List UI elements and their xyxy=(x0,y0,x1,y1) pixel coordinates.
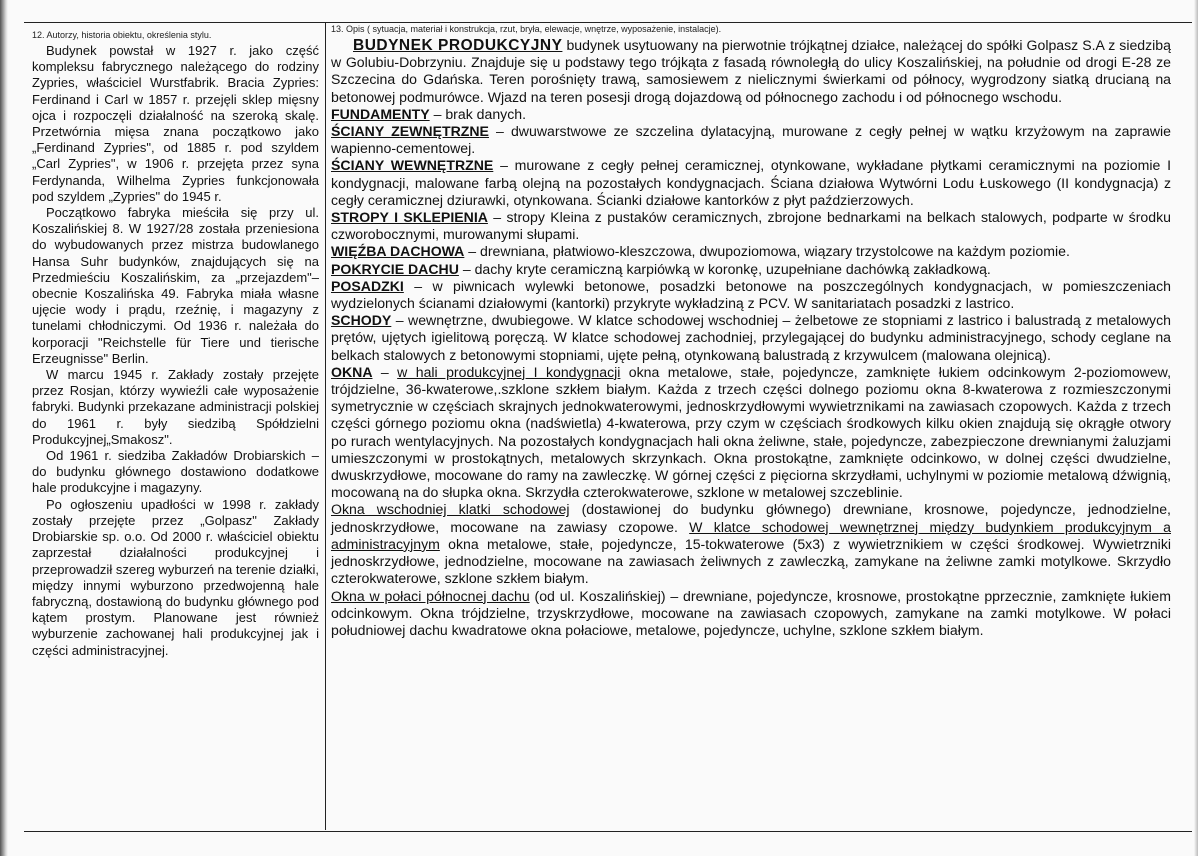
section-text: okna metalowe, stałe, pojedyncze, 15-tokwaterowe (5x3) z wywietrznikiem w części środkowej. Wywietrzniki jednoskrzydłowe, jednodzielne, mocowane na zawiasach żeliwnych z zawleczką, zamykane na żeliwne zamki motylkowe. Skrzydło czterokwaterowe, szklone szkłem białym. xyxy=(331,535,1171,587)
scan-edge-left xyxy=(0,0,8,856)
section-subheading: w hali produkcyjnej I kondygnacji xyxy=(397,363,621,380)
section-subheading: Okna wschodniej klatki schodowej xyxy=(331,501,570,518)
history-paragraph: Po ogłoszeniu upadłości w 1998 r. zakłady zostały przejęte przez „Golpasz" Zakłady Drobiarskie sp. o.o. Od 2000 r. właściciel obiektu zaprzestał działalności produkcyjnej i przeprowadził szereg wyburzeń na terenie działki, między innymi wyburzono przedwojenną hale fabryczną, dostawioną do budynku głównego pod kątem prostym. Planowane jest również wyburzenie zachowanej hali produkcyjnej jak i części administracyjnej. xyxy=(32,496,319,658)
field-label-history: 12. Autorzy, historia obiektu, określenia stylu. xyxy=(32,30,212,40)
history-column xyxy=(32,30,319,659)
section-okna-wschodnie xyxy=(331,501,1171,587)
section-sciany-zewnetrzne xyxy=(331,123,1171,157)
section-heading: WIĘŹBA DACHOWA xyxy=(331,243,465,260)
section-pokrycie xyxy=(331,261,1171,278)
section-heading: POSADZKI xyxy=(331,277,404,294)
section-text: – wewnętrzne, dwubiegowe. W klatce schodowej wschodniej – żelbetowe ze stopniami z lastrico i balustradą z metalowych prętów, ujętych igielitową poręczą. W klatce schodowej zachodniej, przylegającej do budynku administracyjnego, schody ceglane na belkach stalowych z betonowymi stopniami, ujęte pełną, otynkowaną balustradą z krzywulcem (malowana olejnicą). xyxy=(331,312,1171,363)
section-text: – brak danych. xyxy=(429,105,527,122)
intro-text: budynek usytuowany na pierwotnie trójkątnej działce, należącej do spółki Golpasz S.A z siedzibą w Golubiu-Dobrzyniu. Znajduje się u podstawy tego trójkąta z fasadą równoległą do ulicy Koszalińskiej, na południe od drogi E-28 ze Szczecina do Gdańska. Teren porośnięty trawą, samosiewem z nielicznymi świerkami od północy, wygrodzony siatką drucianą na betonowej podmurówce. Wjazd na teren posesji drogą dojazdową od północnego zachodu i od północnego wschodu. xyxy=(331,37,1171,105)
column-divider xyxy=(325,22,326,830)
scan-edge-right xyxy=(1194,0,1198,856)
section-text: – drewniana, płatwiowo-kleszczowa, dwupoziomowa, wiązary trzystolcowe na każdym poziomie. xyxy=(464,243,1070,260)
section-wiezba xyxy=(331,243,1171,260)
section-text: (dostawionej do budynku głównego) drewniane, krosnowe, pojedyncze, jednodzielne, jednoskrzydłowe, mocowane na zawiasy czopowe. xyxy=(331,501,1171,535)
section-text: – stropy Kleina z pustaków ceramicznych, zbrojone bednarkami na belkach stalowych, podparte w środku czworobocznymi, murowanymi słupami. xyxy=(331,209,1171,243)
section-text: – dwuwarstwowe ze szczelina dylatacyjną, murowane z cegły pełnej w wątku krzyżowym na zaprawie wapienno-cementowej. xyxy=(331,123,1171,157)
section-subheading: W klatce schodowej wewnętrznej między budynkiem produkcyjnym a administracyjnym xyxy=(331,518,1171,552)
section-heading: FUNDAMENTY xyxy=(331,105,430,122)
section-okna xyxy=(331,364,1171,502)
history-text xyxy=(32,43,319,659)
history-paragraph: Początkowo fabryka mieściła się przy ul. Koszalińskiej 8. W 1927/28 została przeniesiona do wybudowanych przez mistrza budowlanego Hansa Suhr budynków, znajdujących się na Przedmieściu Koszalińskim, za „przejazdem"– obecnie Koszalińska 49. Fabryka miała własne ujęcie wody i prądu, rzeźnię, i magazyny z tunelami chłodniczymi. Od 1936 r. należała do korporacji "Reichstelle für Tiere und tierische Erzeugnisse" Berlin. xyxy=(32,205,319,366)
section-stropy xyxy=(331,209,1171,243)
history-paragraph: Budynek powstał w 1927 r. jako część kompleksu fabrycznego należącego do rodziny Zypries, właściciel Wurstfabrik. Bracia Zypries: Ferdinand i Carl w 1857 r. przejęli sklep mięsny ojca i rozpoczęli działalność na szeroką skalę. Przetwórnia mięsa znana początkowo jako „Ferdinand Zypries", od 1885 r. pod szyldem „Carl Zypries", w 1906 r. przejęta przez syna Ferdynanda, Wilhelma Zypries funkcjonowała pod szyldem „Zypries" do 1945 r. xyxy=(32,43,319,204)
intro-paragraph xyxy=(331,37,1171,106)
history-paragraph: W marcu 1945 r. Zakłady zostały przejęte przez Rosjan, którzy wywieźli całe wyposażenie fabryki. Budynki przekazane administracji polskiej do 1961 r. były siedzibą Spółdzielni Produkcyjnej„Smakosz". xyxy=(32,367,319,447)
section-schody xyxy=(331,312,1171,364)
section-text: – dachy kryte ceramiczną karpiówką w koronkę, uzupełniane dachówką zakładkową. xyxy=(458,260,991,277)
section-heading: OKNA xyxy=(331,363,373,380)
section-text: (od ul. Koszalińskiej) – drewniane, pojedyncze, krosnowe, prostokątne pprzecznie, zamknięte łukiem odcinkowym. Okna trójdzielne, trzyskrzydłowe, mocowane na zawiasach czopowych, zamykane na zamki motylkowe. W połaci południowej dachu kwadratowe okna połaciowe, metalowe, pojedyncze, uchylne, szklone szkłem białym. xyxy=(331,587,1172,638)
section-dash: – xyxy=(372,363,398,380)
section-heading: POKRYCIE DACHU xyxy=(331,260,459,277)
description-column xyxy=(331,24,1171,639)
history-paragraph: Od 1961 r. siedziba Zakładów Drobiarskich – do budynku głównego dostawiono dodatkowe hale produkcyjne i magazyny. xyxy=(32,448,319,496)
section-heading: STROPY I SKLEPIENIA xyxy=(331,209,488,226)
section-subheading: Okna w połaci północnej dachu xyxy=(331,587,530,604)
section-posadzki xyxy=(331,278,1171,312)
section-text: – w piwnicach wylewki betonowe, posadzki betonowe na poszczególnych kondygnacjach, w pomieszczeniach wydzielonych ścianami działowymi (kantorki) przykryte wykładziną z PCV. W sanitariatach posadzki z lastrico. xyxy=(331,277,1171,312)
section-heading: SCHODY xyxy=(331,312,392,329)
section-fundamenty xyxy=(331,106,1171,123)
field-label-description: 13. Opis ( sytuacja, materiał i konstrukcja, rzut, bryła, elewacje, wnętrze, wyposażenie, instalacje). xyxy=(331,24,722,34)
section-sciany-wewnetrzne xyxy=(331,157,1171,209)
section-heading: ŚCIANY WEWNĘTRZNE xyxy=(331,157,494,174)
building-title: BUDYNEK PRODUKCYJNY xyxy=(353,37,563,54)
section-heading: ŚCIANY ZEWNĘTRZNE xyxy=(331,123,489,140)
section-text: – murowane z cegły pełnej ceramicznej, otynkowane, wykładane płytkami ceramicznymi na poziomie I kondygnacji, malowane farbą olejną na pozostałych kondygnacjach. Ściana działowa Wytwórni Lodu Łuskowego (II kondygnacja) z cegły ceramicznej dziurawki, otynkowana. Ścianki działowe kantorków z płyt paździerzowych. xyxy=(331,157,1171,208)
section-okna-polac xyxy=(331,588,1171,640)
section-text: okna metalowe, stałe, pojedyncze, zamknięte łukiem odcinkowym 2-poziomowew, trójdzielne, 36-kwaterowe,.szklone szkłem białym. Każda z trzech części dolnego poziomu okna 8-kwaterowa z rozmieszczonymi symetrycznie w częściach skrajnych jednokwaterowymi, jednoskrzydłowymi wywietrznikami na zawiasach czopowych. Każda z trzech części górnego poziomu okna (nadświetla) 4-kwaterowa, przy czym w częściach środkowych kilku okien znajdują się okrągłe otwory po rurach wentylacyjnych. Na pozostałych kondygnacjach hali okna żeliwne, stałe, pojedyncze, zabezpieczone drewnianymi żaluzjami umieszczonymi w prostokątnych, metalowych skrzynkach. Okna prostokątne, zamknięte odcinkowo, w dolnej części dwudzielne, dwuskrzydłowe, mocowane do ramy na zawleczkę. W górnej części z pięciorna skrzydłami, uchylnymi w poziomie metalową dźwignią, mocowaną na do słupka okna. Skrzydła czterokwaterowe, szklone w metalowej szczeblinie. xyxy=(331,363,1171,501)
description-text xyxy=(331,37,1171,639)
